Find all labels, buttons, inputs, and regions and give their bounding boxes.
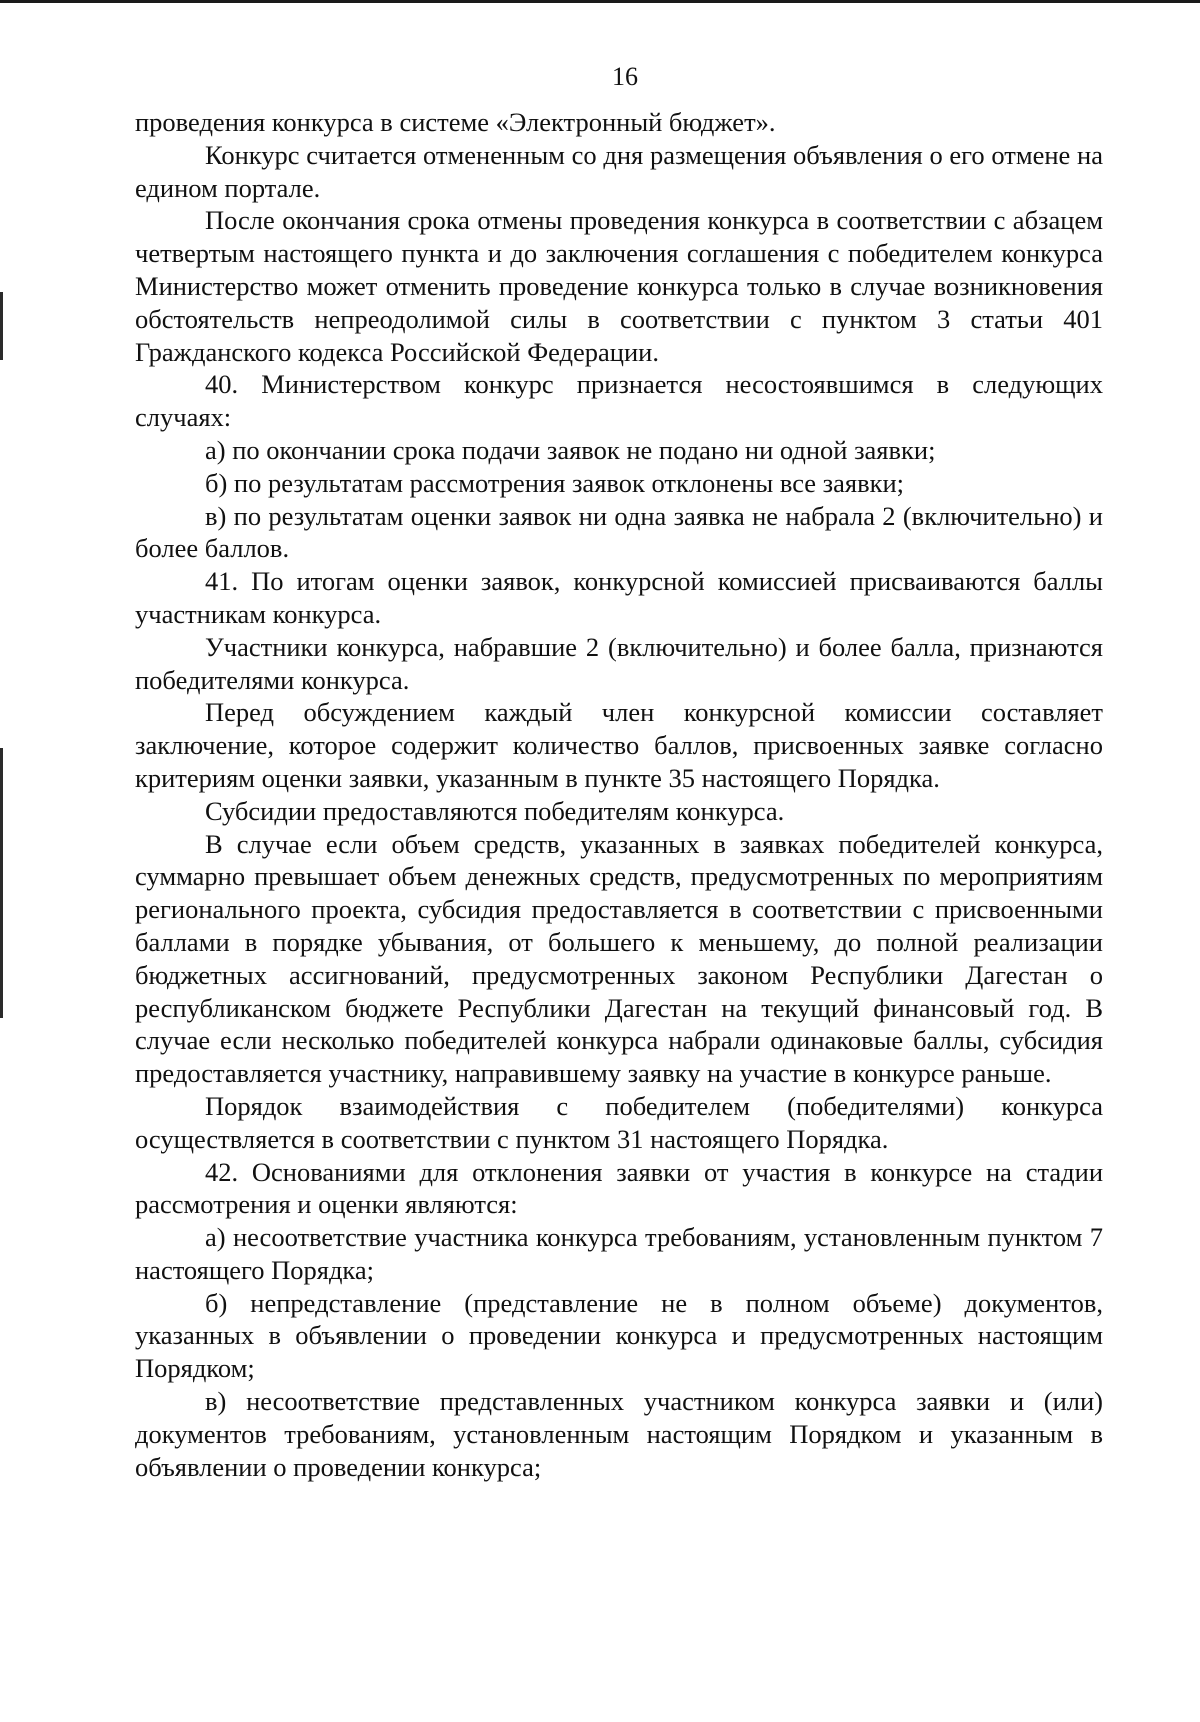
paragraph: Конкурс считается отмененным со дня размещения объявления о его отмене на едином портале. [135, 139, 1103, 203]
paragraph: Перед обсуждением каждый член конкурсной комиссии составляет заключение, которое содержит количество баллов, присвоенных заявке согласно критериям оценки заявки, указанным в пункте 35 настоящего Порядка. [135, 697, 1103, 793]
paragraph: б) непредставление (представление не в полном объеме) документов, указанных в объявлении о проведении конкурса и предусмотренных настоящим Порядком; [135, 1287, 1103, 1384]
paragraph: а) по окончании срока подачи заявок не подано ни одной заявки; [205, 434, 936, 465]
scan-left-mark [0, 748, 3, 1018]
paragraph: в) несоответствие представленных участником конкурса заявки и (или) документов требованиям, установленным настоящим Порядком и указанным в объявлении о проведении конкурса; [135, 1386, 1103, 1482]
paragraph: а) несоответствие участника конкурса требованиям, установленным пунктом 7 настоящего Порядка; [135, 1222, 1103, 1285]
paragraph: Порядок взаимодействия с победителем (победителями) конкурса осуществляется в соответствии с пунктом 31 настоящего Порядка. [135, 1090, 1103, 1154]
paragraph: Субсидии предоставляются победителям конкурса. [205, 795, 785, 826]
paragraph: 42. Основаниями для отклонения заявки от участия в конкурсе на стадии рассмотрения и оценки являются: [135, 1156, 1103, 1220]
scan-top-edge [0, 0, 1200, 3]
document-body [135, 106, 1103, 1483]
paragraph: проведения конкурса в системе «Электронный бюджет». [135, 107, 776, 137]
paragraph: После окончания срока отмены проведения конкурса в соответствии с абзацем четвертым настоящего пункта и до заключения соглашения с победителем конкурса Министерство может отменить проведение конкурса только в случае возникновения обстоятельств непреодолимой силы в соответствии с пунктом 3 статьи 401 Гражданского кодекса Российской Федерации. [135, 205, 1103, 367]
paragraph: б) по результатам рассмотрения заявок отклонены все заявки; [205, 467, 905, 498]
page-number: 16 [612, 62, 638, 91]
paragraph: 41. По итогам оценки заявок, конкурсной комиссией присваиваются баллы участникам конкурса. [135, 566, 1103, 629]
paragraph: Участники конкурса, набравшие 2 (включительно) и более балла, признаются победителями конкурса. [135, 631, 1103, 695]
paragraph: 40. Министерством конкурс признается несостоявшимся в следующих случаях: [135, 369, 1103, 433]
paragraph: в) по результатам оценки заявок ни одна заявка не набрала 2 (включительно) и более баллов. [135, 500, 1103, 564]
paragraph: В случае если объем средств, указанных в заявках победителей конкурса, суммарно превышает объем денежных средств, предусмотренных по мероприятиям регионального проекта, субсидия предоставляется в соответствии с присвоенными баллами в порядке убывания, от большего к меньшему, до полной реализации бюджетных ассигнований, предусмотренных законом Республики Дагестан о республиканском бюджете Республики Дагестан на текущий финансовый год. В случае если несколько победителей конкурса набрали одинаковые баллы, субсидия предоставляется участнику, направившему заявку на участие в конкурсе раньше. [135, 828, 1103, 1089]
scan-left-mark [0, 292, 3, 360]
